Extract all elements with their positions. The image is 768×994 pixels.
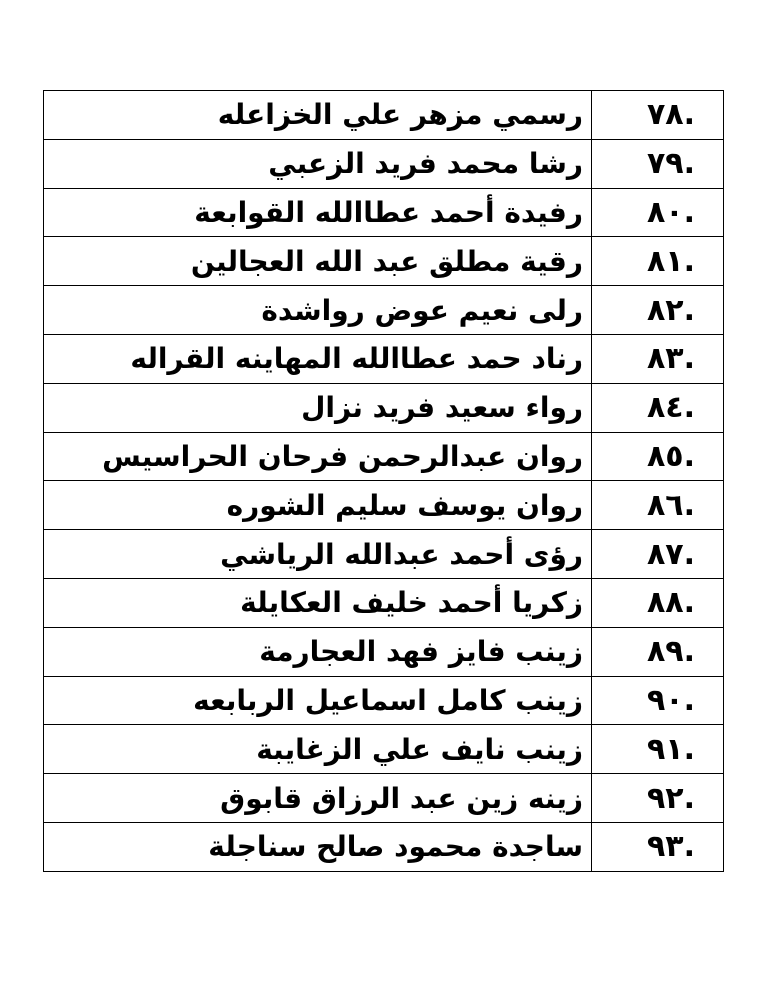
names-table — [43, 90, 724, 872]
table-row — [44, 530, 724, 579]
row-number: .٩٢ — [592, 774, 724, 823]
row-number: .٩١ — [592, 725, 724, 774]
row-number: .٩٠ — [592, 676, 724, 725]
row-number: .٨٤ — [592, 383, 724, 432]
person-name: رسمي مزهر علي الخزاعله — [44, 91, 592, 140]
names-table-body — [44, 91, 724, 872]
row-number: .٨٦ — [592, 481, 724, 530]
person-name: رلى نعيم عوض رواشدة — [44, 286, 592, 335]
person-name: رشا محمد فريد الزعبي — [44, 139, 592, 188]
row-number: .٨٨ — [592, 578, 724, 627]
person-name: رواء سعيد فريد نزال — [44, 383, 592, 432]
person-name: رقية مطلق عبد الله العجالين — [44, 237, 592, 286]
person-name: روان عبدالرحمن فرحان الحراسيس — [44, 432, 592, 481]
table-row — [44, 334, 724, 383]
person-name: رفيدة أحمد عطاالله القوابعة — [44, 188, 592, 237]
person-name: زينب كامل اسماعيل الربابعه — [44, 676, 592, 725]
names-list-document — [43, 90, 724, 872]
person-name: زينب فايز فهد العجارمة — [44, 627, 592, 676]
person-name: زينب نايف علي الزغايبة — [44, 725, 592, 774]
row-number: .٨٠ — [592, 188, 724, 237]
row-number: .٨٩ — [592, 627, 724, 676]
table-row — [44, 676, 724, 725]
row-number: .٨٢ — [592, 286, 724, 335]
row-number: .٧٩ — [592, 139, 724, 188]
table-row — [44, 383, 724, 432]
row-number: .٨١ — [592, 237, 724, 286]
person-name: ساجدة محمود صالح سناجلة — [44, 822, 592, 871]
person-name: زكريا أحمد خليف العكايلة — [44, 578, 592, 627]
row-number: .٨٧ — [592, 530, 724, 579]
table-row — [44, 188, 724, 237]
person-name: رؤى أحمد عبدالله الرياشي — [44, 530, 592, 579]
row-number: .٨٥ — [592, 432, 724, 481]
person-name: روان يوسف سليم الشوره — [44, 481, 592, 530]
table-row — [44, 481, 724, 530]
table-row — [44, 822, 724, 871]
person-name: زينه زين عبد الرزاق قابوق — [44, 774, 592, 823]
table-row — [44, 237, 724, 286]
table-row — [44, 627, 724, 676]
table-row — [44, 725, 724, 774]
table-row — [44, 432, 724, 481]
table-row — [44, 774, 724, 823]
row-number: .٧٨ — [592, 91, 724, 140]
row-number: .٨٣ — [592, 334, 724, 383]
table-row — [44, 286, 724, 335]
table-row — [44, 91, 724, 140]
row-number: .٩٣ — [592, 822, 724, 871]
table-row — [44, 578, 724, 627]
table-row — [44, 139, 724, 188]
person-name: رناد حمد عطاالله المهاينه القراله — [44, 334, 592, 383]
